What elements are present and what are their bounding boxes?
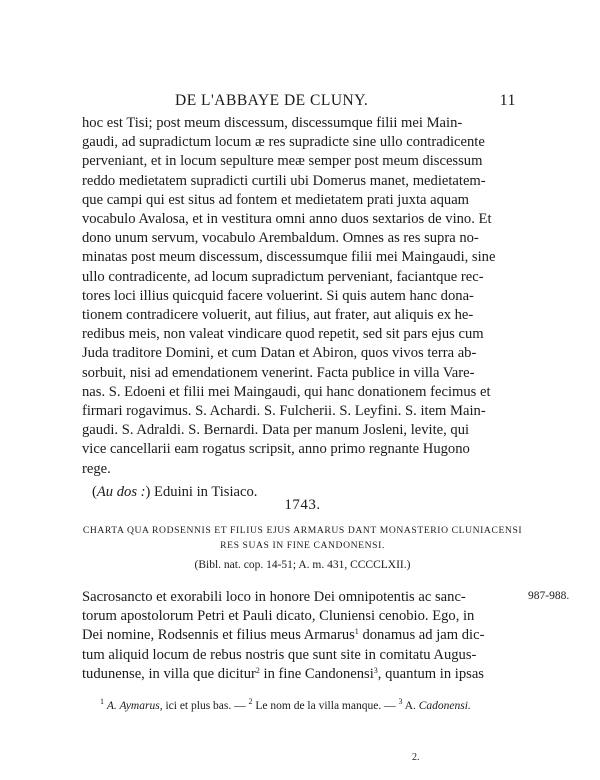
text-line: tudunense, in villa que dicitur$^2$ in fine Candonensi$^3$, quantum in ipsas [82,665,484,682]
footnote-ref: 1 [354,627,359,637]
page-number: 11 [499,92,516,109]
text-line: ullo contradicente, ad locum supradictum perveniant, faciantque rec- [82,268,484,285]
text-line: tum aliquid locum de rebus nostris que sunt site in comitatu Augus- [82,646,477,663]
text-line: tionem contradicere voluerit, aut filius, aut frater, aut aliquis ex he- [82,307,474,324]
text-line: firmari rogavimus. S. Achardi. S. Fulcherii. S. Leyfini. S. item Main- [82,403,486,420]
body-text [82,114,523,502]
text-line: nas. S. Edoeni et filii mei Maingaudi, qui hanc donationem fecimus et [82,383,491,400]
charter-heading [82,497,523,571]
text-line: Juda traditore Domini, et cum Datan et Abiron, quos vivos terra ab- [82,345,477,362]
footnotes: $^1$ A. Aymarus, ici et plus bas. — $^2$ Le nom de la villa manque. — $^3$ A. Cadonensi. [100,697,471,712]
signature-mark: 2. [412,752,420,763]
text-line: torum apostolorum Petri et Pauli dicato, Cluniensi cenobio. Ego, in [82,608,475,625]
text-line: dono unum servum, vocabulo Arembaldum. Omnes as res supra no- [82,230,479,247]
dorse-text: Eduini in Tisiaco. [150,483,258,500]
footnote-ref: 3 [373,665,378,675]
text-line: hoc est Tisi; post meum discessum, discessumque filii mei Main- [82,115,463,131]
text-line: Dei nomine, Rodsennis et filius meus Armarus$^1$ donamus ad jam dic- [82,627,485,644]
text-line: vice cancellarii eam rogatus scripsit, anno primo regnante Hugono [82,441,470,458]
text-line: Sacrosancto et exorabili loco in honore Dei omnipotentis ac sanc- [82,589,466,605]
dorse-label: Au dos : [96,483,146,500]
dorse-note: (Au dos :) Eduini in Tisiaco. [92,483,258,500]
text-line: reddo medietatem supradicti curtili ubi Domerus manet, medietatem- [82,172,486,189]
text-line: sorbuit, nisi ad emendationem venerint. Facta publice in villa Vare- [82,364,475,381]
text-line: minatas post meum discessum, discessumque filii mei Maingaudi, sine [82,249,496,266]
text-line: gaudi. S. Adraldi. S. Bernardi. Data per manum Josleni, levite, qui [82,422,470,439]
text-line: que campi qui est situs ad fontem et medietatem prati juxta aquam [82,191,470,208]
text-line: redibus meis, non valeat vindicare quod repetit, sed sit pars ejus cum [82,326,484,343]
text-line: perveniant, et in locum sepulture meæ semper post meum discessum [82,153,483,170]
footnote-ref: 2 [255,665,260,675]
text-line: vocabulo Avalosa, et in vestitura omni anno duos sextarios de vino. Et [82,211,492,228]
text-line: rege. [82,460,111,477]
running-title: DE L'ABBAYE DE CLUNY. [175,92,369,109]
margin-date: 987-988. [528,590,570,602]
text-line: gaudi, ad supradictum locum æ res supradicte sine ullo contradicente [82,134,485,151]
charter-title: CHARTA QUA RODSENNIS ET FILIUS EJUS ARMARUS DANT MONASTERIO CLUNIACENSI RES SUAS IN FINE CANDONENSI. [82,525,523,551]
charter-source: (Bibl. nat. cop. 14-51; A. m. 431, CCCCLXII.) [194,559,411,571]
charter-text [82,588,523,684]
charter-number: 1743. [284,497,321,513]
text-line: tores loci illius quicquid facere voluerint. Si quis autem hanc dona- [82,287,474,304]
